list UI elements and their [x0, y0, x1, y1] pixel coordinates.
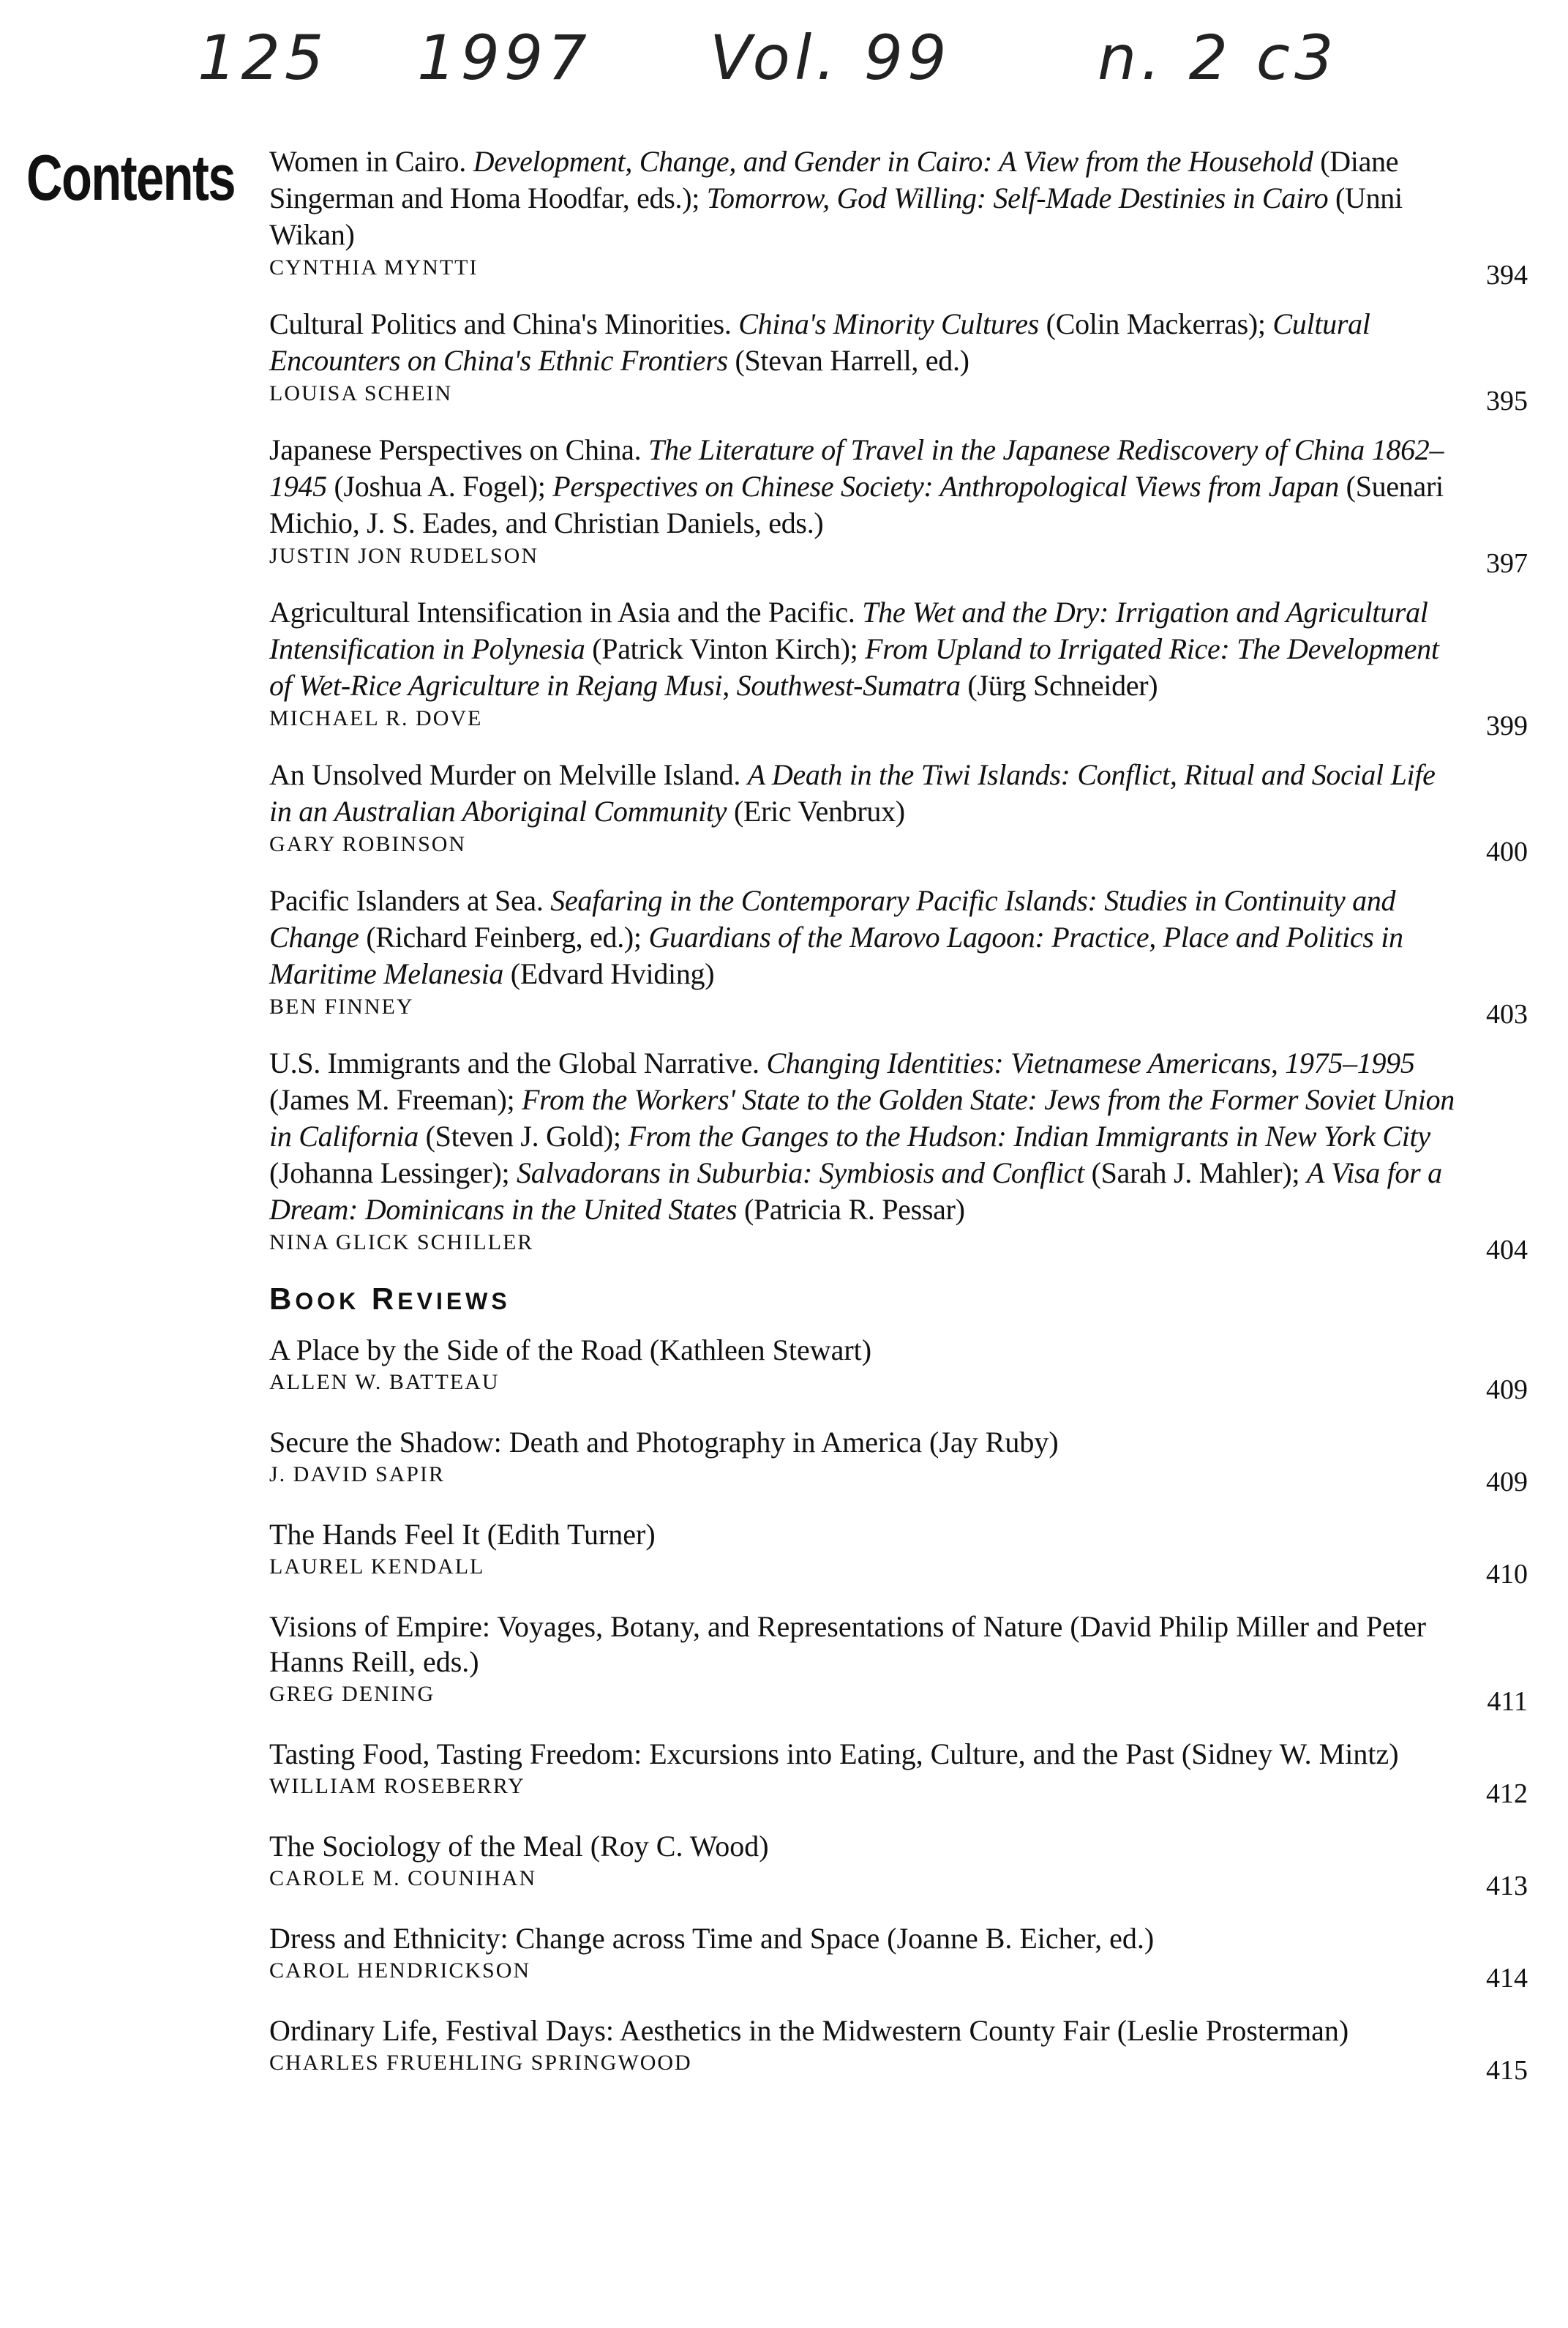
entry-text-segment: (James M. Freeman); — [269, 1083, 522, 1116]
review-author: CAROLE M. COUNIHAN — [269, 1866, 537, 1890]
entry-text-segment: (Eric Venbrux) — [727, 795, 905, 828]
entry-text-segment: Women in Cairo. — [269, 145, 473, 178]
entry-text-segment: An Unsolved Murder on Melville Island. — [269, 758, 748, 791]
entry-text-segment: (Johanna Lessinger); — [269, 1156, 517, 1189]
page-number: 414 — [1486, 1963, 1528, 1994]
entry-text-segment: (Patrick Vinton Kirch); — [585, 632, 866, 665]
review-author: WILLIAM ROSEBERRY — [269, 1774, 525, 1798]
review-title: The Hands Feel It (Edith Turner) — [269, 1518, 656, 1551]
handwritten-volume: Vol. 99 — [710, 22, 951, 94]
book-title: From Upland to Irrigated Rice: The Development of Wet-Rice Agriculture in Rejang Musi, Southwest-Sumatra — [269, 632, 1439, 702]
page-title: Contents — [26, 141, 235, 214]
page-number: 397 — [1486, 548, 1528, 579]
entry-title — [269, 757, 1455, 830]
review-title: Tasting Food, Tasting Freedom: Excursions into Eating, Culture, and the Past (Sidney W. Mintz) — [269, 1737, 1399, 1770]
page-number: 400 — [1486, 836, 1528, 867]
book-title: Development, Change, and Gender in Cairo: A View from the Household — [473, 145, 1313, 178]
entry-author: JUSTIN JON RUDELSON — [269, 544, 539, 568]
entry-text-segment: Agricultural Intensification in Asia and the Pacific. — [269, 596, 863, 629]
entry-text-segment: (Colin Mackerras); — [1038, 307, 1273, 340]
entry-author: CYNTHIA MYNTTI — [269, 255, 479, 280]
book-review-entry — [269, 1333, 1528, 1405]
toc-entry — [269, 594, 1528, 741]
page-number: 410 — [1486, 1559, 1528, 1590]
toc-entry — [269, 143, 1528, 291]
page-number: 411 — [1487, 1686, 1528, 1717]
page-number: 409 — [1486, 1374, 1528, 1405]
handwritten-year: 1997 — [417, 22, 591, 94]
book-review-entry — [269, 1425, 1528, 1497]
review-essay-list — [269, 143, 1528, 1265]
handwritten-number: 125 — [198, 22, 329, 94]
handwritten-note — [198, 22, 1441, 110]
page-number: 409 — [1486, 1467, 1528, 1497]
page-number: 404 — [1486, 1235, 1528, 1265]
review-title: Visions of Empire: Voyages, Botany, and Representations of Nature (David Philip Miller and Peter Hanns Reill, eds.) — [269, 1610, 1427, 1678]
book-title: Tomorrow, God Willing: Self-Made Destinies in Cairo — [706, 181, 1329, 214]
entry-text-segment: (Sarah J. Mahler); — [1084, 1156, 1307, 1189]
review-author: CHARLES FRUEHLING SPRINGWOOD — [269, 2051, 692, 2075]
book-title: China's Minority Cultures — [738, 307, 1039, 340]
review-title: Secure the Shadow: Death and Photography in America (Jay Ruby) — [269, 1426, 1059, 1459]
book-title: Salvadorans in Suburbia: Symbiosis and Conflict — [517, 1156, 1084, 1189]
page-number: 415 — [1486, 2055, 1528, 2086]
review-author: GREG DENING — [269, 1682, 435, 1706]
toc-entry — [269, 757, 1528, 867]
review-author: LAUREL KENDALL — [269, 1554, 485, 1579]
entry-title — [269, 883, 1455, 992]
entry-title — [269, 306, 1455, 379]
book-review-entry — [269, 1517, 1528, 1590]
review-author: J. DAVID SAPIR — [269, 1462, 445, 1486]
toc-entry — [269, 1045, 1528, 1265]
book-title: Guardians of the Marovo Lagoon: Practice, Place and Politics in Maritime Melanesia — [269, 921, 1403, 990]
review-author: ALLEN W. BATTEAU — [269, 1370, 500, 1394]
entry-text-segment: (Suenari Michio, J. S. Eades, and Christian Daniels, eds.) — [269, 470, 1444, 539]
entry-text-segment: Cultural Politics and China's Minorities. — [269, 307, 739, 340]
entry-text-segment: Japanese Perspectives on China. — [269, 433, 649, 466]
book-review-entry — [269, 1737, 1528, 1809]
entry-text-segment: U.S. Immigrants and the Global Narrative. — [269, 1047, 767, 1079]
page-number: 394 — [1486, 260, 1528, 291]
entry-title — [269, 594, 1455, 704]
page-number: 403 — [1486, 999, 1528, 1030]
entry-author: MICHAEL R. DOVE — [269, 706, 483, 730]
entry-author: BEN FINNEY — [269, 995, 414, 1019]
entry-text-segment: (Edvard Hviding) — [503, 957, 715, 990]
handwritten-issue: n. 2 c3 — [1098, 22, 1338, 94]
book-title: Cultural Encounters on China's Ethnic Frontiers — [269, 307, 1370, 377]
book-title: From the Workers' State to the Golden State: Jews from the Former Soviet Union in California — [269, 1083, 1455, 1153]
entry-text-segment: (Joshua A. Fogel); — [326, 470, 553, 503]
entry-author: NINA GLICK SCHILLER — [269, 1230, 534, 1254]
toc-entry — [269, 883, 1528, 1030]
book-title: The Literature of Travel in the Japanese Rediscovery of China 1862–1945 — [269, 433, 1444, 503]
entry-text-segment: (Unni Wikan) — [269, 181, 1403, 251]
book-title: A Death in the Tiwi Islands: Conflict, Ritual and Social Life in an Australian Aboriginal Community — [269, 758, 1436, 828]
entry-title — [269, 432, 1455, 542]
book-title: The Wet and the Dry: Irrigation and Agricultural Intensification in Polynesia — [269, 596, 1428, 665]
review-title: Ordinary Life, Festival Days: Aesthetics in the Midwestern County Fair (Leslie Prosterman) — [269, 2014, 1349, 2047]
page-number: 395 — [1486, 386, 1528, 416]
entry-text-segment: Pacific Islanders at Sea. — [269, 884, 551, 917]
entry-title — [269, 143, 1455, 253]
book-review-entry — [269, 1609, 1528, 1717]
toc-entry — [269, 306, 1528, 416]
book-review-entry — [269, 1829, 1528, 1901]
page-number: 412 — [1486, 1778, 1528, 1809]
book-title: Seafaring in the Contemporary Pacific Islands: Studies in Continuity and Change — [269, 884, 1396, 954]
page-number: 399 — [1486, 711, 1528, 741]
entry-author: GARY ROBINSON — [269, 832, 467, 856]
book-review-list — [269, 1333, 1528, 2086]
book-review-entry — [269, 1921, 1528, 1994]
book-title: Changing Identities: Vietnamese Americans, 1975–1995 — [766, 1047, 1415, 1079]
entry-text-segment: (Patricia R. Pessar) — [737, 1193, 965, 1226]
entry-text-segment: (Steven J. Gold); — [418, 1120, 629, 1153]
entry-title — [269, 1045, 1455, 1228]
book-review-entry — [269, 2013, 1528, 2086]
page-number: 413 — [1486, 1871, 1528, 1901]
toc-entry — [269, 432, 1528, 579]
entry-text-segment: (Stevan Harrell, ed.) — [727, 344, 969, 377]
review-title: Dress and Ethnicity: Change across Time and Space (Joanne B. Eicher, ed.) — [269, 1922, 1155, 1955]
entry-text-segment: (Jürg Schneider) — [960, 669, 1158, 702]
book-title: A Visa for a Dream: Dominicans in the United States — [269, 1156, 1442, 1226]
review-title: The Sociology of the Meal (Roy C. Wood) — [269, 1830, 769, 1863]
table-of-contents — [269, 143, 1528, 2106]
review-title: A Place by the Side of the Road (Kathleen Stewart) — [269, 1333, 872, 1366]
book-reviews-heading: BOOK REVIEWS — [269, 1281, 511, 1316]
entry-author: LOUISA SCHEIN — [269, 381, 453, 405]
book-title: Perspectives on Chinese Society: Anthropological Views from Japan — [552, 470, 1339, 503]
book-title: From the Ganges to the Hudson: Indian Immigrants in New York City — [628, 1120, 1430, 1153]
entry-text-segment: (Richard Feinberg, ed.); — [359, 921, 649, 954]
entry-text-segment: (Diane Singerman and Homa Hoodfar, eds.); — [269, 145, 1399, 214]
review-author: CAROL HENDRICKSON — [269, 1958, 531, 1983]
